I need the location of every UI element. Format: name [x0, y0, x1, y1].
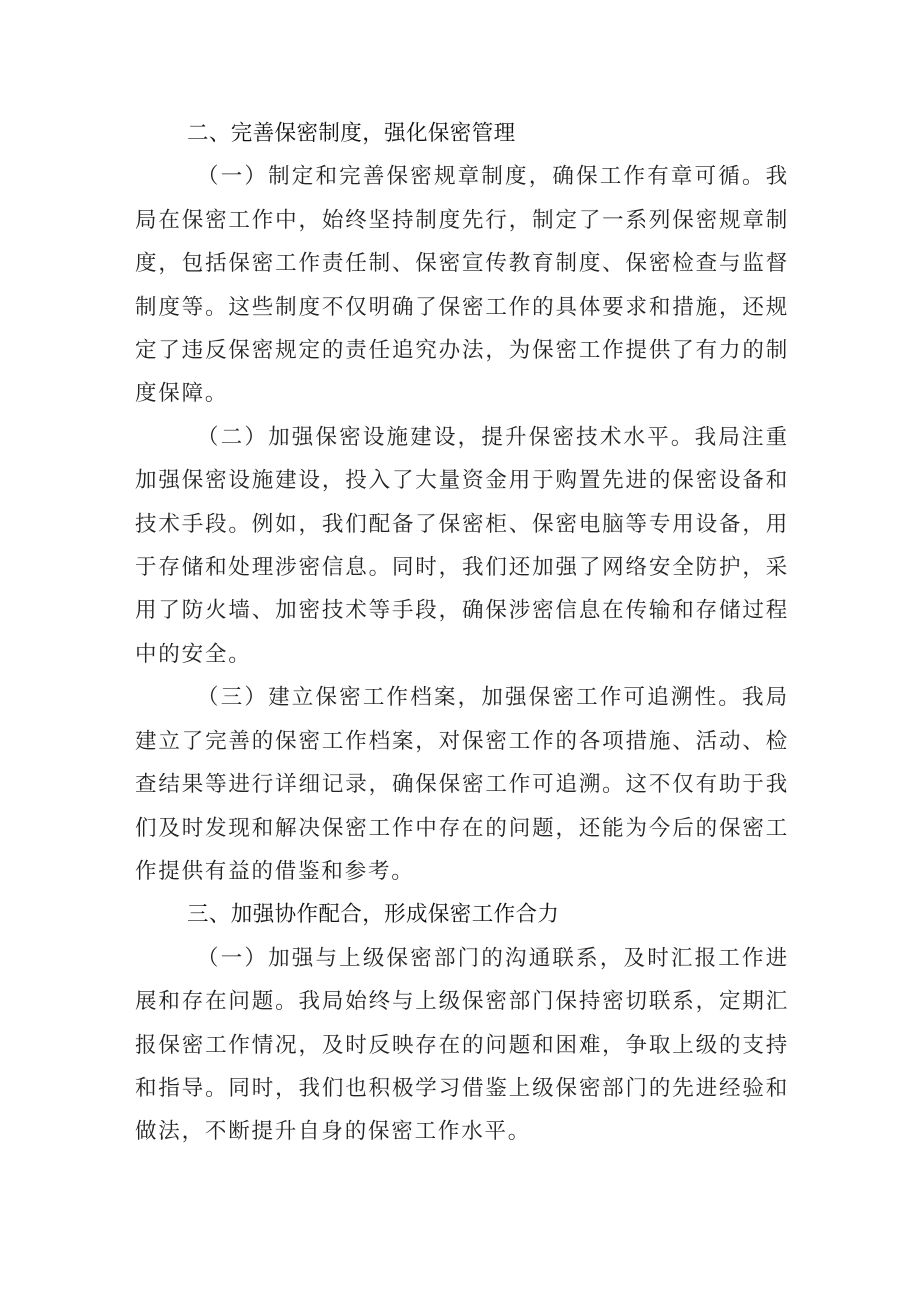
section-heading-2: 二、完善保密制度，强化保密管理 [187, 121, 516, 146]
section-heading-3: 三、加强协作配合，形成保密工作合力 [187, 902, 560, 928]
paragraph-2-2: （二）加强保密设施建设，提升保密技术水平。我局注重加强保密设施建设，投入了大量资金用于购置先进的保密设备和技术手段。例如，我们配备了保密柜、保密电脑等专用设备，用于存储和处理涉密信息。同时，我们还加强了网络安全防护，采用了防火墙、加密技术等手段，确保涉密信息在传输和存储过程中的安全。 [135, 424, 789, 667]
document-body [135, 112, 789, 1154]
paragraph-3-1: （一）加强与上级保密部门的沟通联系，及时汇报工作进展和存在问题。我局始终与上级保密部门保持密切联系，定期汇报保密工作情况，及时反映存在的问题和困难，争取上级的支持和指导。同时，我们也积极学习借鉴上级保密部门的先进经验和做法，不断提升自身的保密工作水平。 [135, 945, 789, 1145]
paragraph-2-3: （三）建立保密工作档案，加强保密工作可追溯性。我局建立了完善的保密工作档案，对保密工作的各项措施、活动、检查结果等进行详细记录，确保保密工作可追溯。这不仅有助于我们及时发现和解决保密工作中存在的问题，还能为今后的保密工作提供有益的借鉴和参考。 [135, 685, 789, 884]
paragraph-2-1: （一）制定和完善保密规章制度，确保工作有章可循。我局在保密工作中，始终坚持制度先行，制定了一系列保密规章制度，包括保密工作责任制、保密宣传教育制度、保密检查与监督制度等。这些制度不仅明确了保密工作的具体要求和措施，还规定了违反保密规定的责任追究办法，为保密工作提供了有力的制度保障。 [135, 164, 789, 407]
